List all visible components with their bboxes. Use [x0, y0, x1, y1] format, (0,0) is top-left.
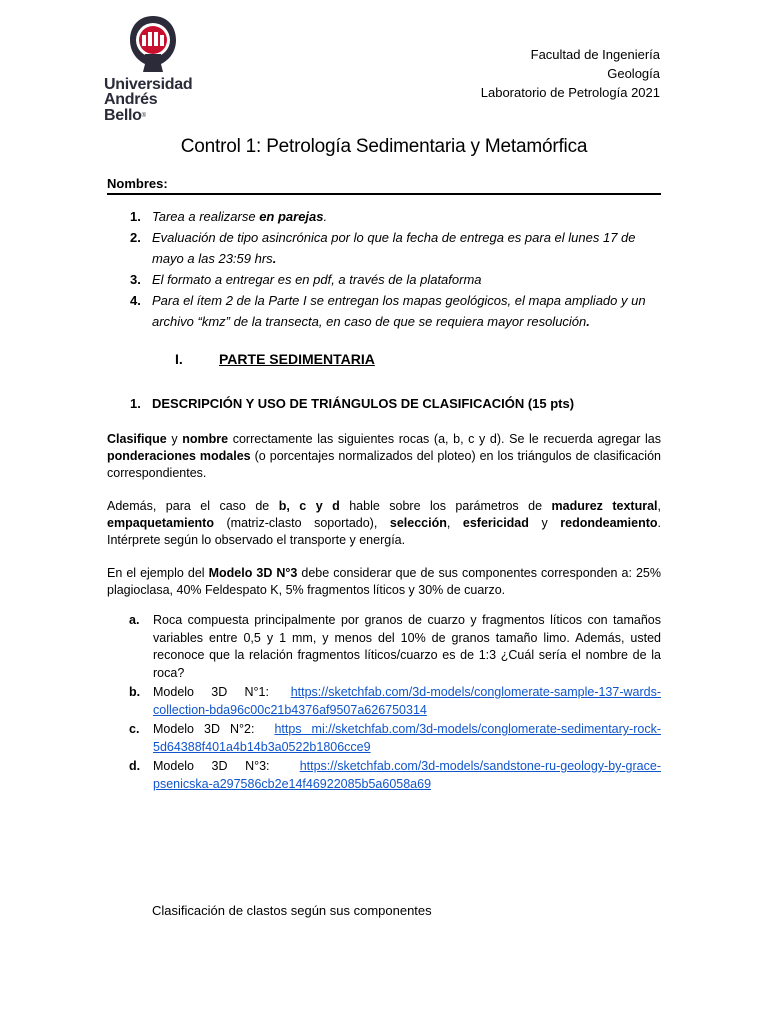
p2-b5: esfericidad	[462, 516, 529, 530]
item-text: Roca compuesta principalmente por granos de cuarzo y fragmentos líticos con tamaños variables entre 0,5 y 1 mm, y menos del 10% de granos tamaño limo. Además, usted reconoce que la relación fragmentos líticos/cuarzo es de 1:3 ¿Cuál sería el nombre de la roca?	[153, 613, 661, 680]
subsection-number: 1.	[130, 396, 141, 411]
instruction-number: 3.	[130, 272, 141, 287]
instruction-number: 2.	[130, 230, 141, 245]
instruction-text: Tarea a realizarse	[152, 209, 260, 224]
section-label: PARTE SEDIMENTARIA	[219, 351, 375, 367]
logo-reg-mark: ®	[141, 113, 146, 119]
rock-item-a	[107, 612, 661, 682]
paragraph-classify	[107, 431, 661, 482]
p3-b1: Modelo 3D N°3	[208, 566, 298, 580]
item-label: Modelo 3D N°1:	[153, 685, 269, 699]
rock-item-d	[107, 758, 661, 793]
p2-t3: ,	[657, 499, 662, 513]
p3-t1: En el ejemplo del	[107, 566, 209, 580]
model-1-link[interactable]: https://sketchfab.com/3d-models/conglomerate-sample-137-wards-collection-bda96c00c21b4376af9507a626750314	[153, 685, 662, 717]
p2-t7: . Intérprete según lo observado el transporte y energía.	[107, 516, 661, 547]
instruction-item	[107, 206, 661, 227]
item-letter: b.	[129, 685, 141, 699]
subsection-heading	[130, 396, 574, 411]
p2-b4: selección	[389, 516, 447, 530]
nombres-label: Nombres:	[107, 176, 168, 191]
instruction-item	[107, 227, 661, 269]
paragraph-parameters	[107, 498, 661, 549]
model-3-link[interactable]: https://sketchfab.com/3d-models/sandstone-ru-geology-by-grace-psenicska-a297586cb2e14f46922085b5a6058a69	[153, 759, 661, 791]
p1-b3: ponderaciones modales	[107, 449, 251, 463]
item-letter: a.	[129, 613, 140, 627]
p1-b1: Clasifique	[107, 432, 167, 446]
logo-line1: Universidad	[104, 76, 193, 93]
p3-t2: debe considerar que de sus componentes corresponden a: 25% plagioclasa, 40% Feldespato K, 5% fragmentos líticos y 30% de cuarzo.	[107, 566, 661, 597]
section-number: I.	[175, 351, 183, 367]
faculty-header	[481, 45, 660, 102]
paragraph-model3	[107, 565, 661, 599]
section-heading	[175, 351, 375, 367]
instruction-post: .	[323, 209, 328, 224]
instruction-text: El formato a entregar es en pdf, a través de la plataforma	[152, 272, 482, 287]
lab-name: Laboratorio de Petrología 2021	[480, 85, 660, 100]
p2-t1: Además, para el caso de	[107, 499, 279, 513]
logo-line2-text: Andrés Bello	[104, 91, 158, 124]
logo-line2	[104, 92, 202, 124]
instruction-bold: .	[272, 251, 277, 266]
instruction-number: 4.	[130, 293, 141, 308]
item-label: Modelo 3D N°3:	[153, 759, 270, 773]
p1-t3: (o porcentajes normalizados del ploteo) en los triángulos de clasificación correspondientes.	[107, 449, 661, 480]
department-name: Geología	[607, 66, 660, 81]
p2-b2: madurez textural	[551, 499, 658, 513]
rock-items-list	[107, 612, 661, 795]
model-2-link[interactable]: https mi://sketchfab.com/3d-models/conglomerate-sedimentary-rock-5d64388f401a4b14b3a0522b1806cce9	[153, 722, 661, 754]
p2-t6: y	[528, 516, 561, 530]
instruction-text: Para el ítem 2 de la Parte I se entregan los mapas geológicos, el mapa ampliado y un archivo “kmz” de la transecta, en caso de que se requiera mayor resolución	[152, 293, 646, 329]
p2-b3: empaquetamiento	[107, 516, 214, 530]
p2-b1: b, c y d	[278, 499, 340, 513]
university-shield-icon	[127, 14, 179, 76]
names-underline	[107, 193, 661, 195]
p1-b2: nombre	[182, 432, 229, 446]
p2-t2: hable sobre los parámetros de	[339, 499, 552, 513]
p1-t2: correctamente las siguientes rocas (a, b, c y d). Se le recuerda agregar las	[228, 432, 661, 446]
faculty-name: Facultad de Ingeniería	[530, 47, 660, 62]
subsection-label: DESCRIPCIÓN Y USO DE TRIÁNGULOS DE CLASIFICACIÓN (15 pts)	[152, 396, 575, 411]
instruction-text: Evaluación de tipo asincrónica por lo que la fecha de entrega es para el lunes 17 de mayo a las 23:59 hrs	[152, 230, 636, 266]
rock-item-b	[107, 684, 661, 719]
p2-b6: redondeamiento	[560, 516, 658, 530]
item-label: Modelo 3D N°2:	[153, 722, 255, 736]
instruction-bold: .	[586, 314, 590, 329]
item-letter: d.	[129, 759, 141, 773]
instruction-item	[107, 269, 661, 290]
document-title: Control 1: Petrología Sedimentaria y Metamórfica	[180, 136, 588, 157]
p2-t5: ,	[446, 516, 463, 530]
instruction-number: 1.	[130, 209, 141, 224]
clast-classification-caption: Clasificación de clastos según sus componentes	[152, 903, 432, 918]
item-letter: c.	[129, 722, 140, 736]
p1-t1: y	[166, 432, 183, 446]
instruction-bold: en parejas	[259, 209, 324, 224]
instructions-list	[107, 206, 661, 332]
rock-item-c	[107, 721, 661, 756]
p2-t4: (matriz-clasto soportado),	[213, 516, 390, 530]
instruction-item	[107, 290, 661, 332]
university-logo	[104, 14, 202, 124]
